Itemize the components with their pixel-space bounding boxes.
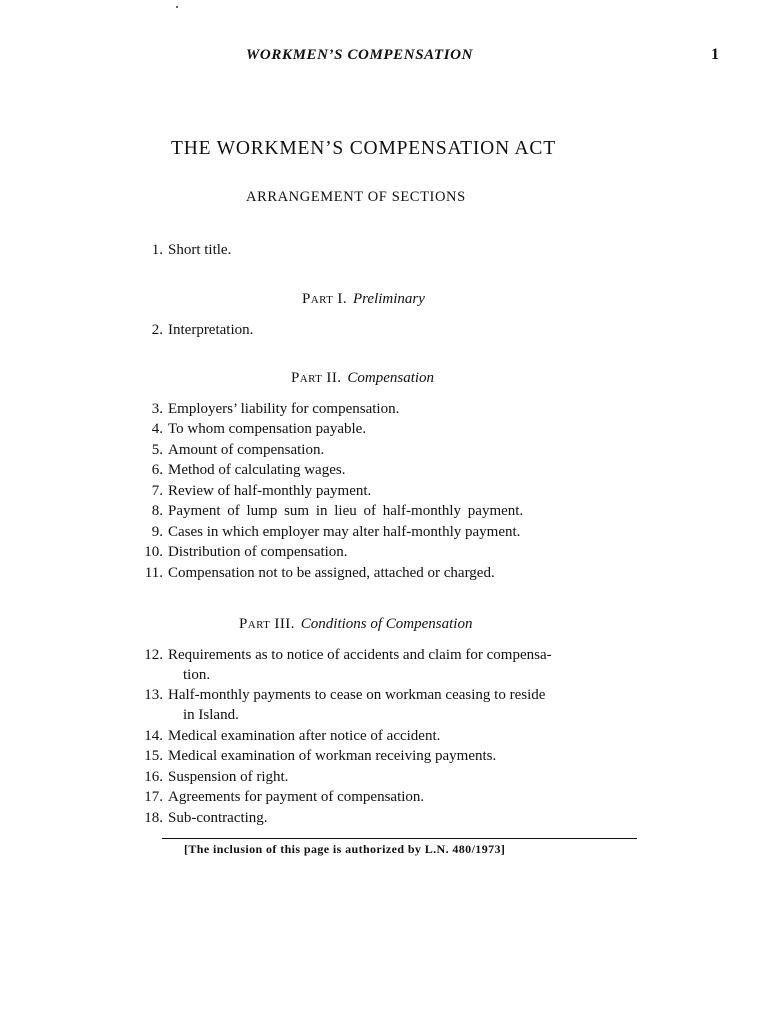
section-title: To whom compensation payable.: [168, 421, 367, 437]
section-entry: [151, 440, 325, 460]
section-number: 4.: [151, 421, 163, 437]
footer-rule: [162, 838, 637, 839]
section-number: 1.: [151, 242, 163, 258]
section-number: 9.: [151, 524, 163, 540]
part-heading: [302, 291, 425, 308]
section-entry: [151, 522, 521, 542]
part-title: Preliminary: [352, 291, 425, 307]
section-title: Cases in which employer may alter half-monthly payment.: [168, 524, 521, 540]
section-entry: [144, 746, 497, 766]
section-entry: [144, 685, 546, 725]
section-number: 10.: [144, 544, 163, 560]
section-title: Agreements for payment of compensation.: [168, 789, 425, 805]
section-title: Suspension of right.: [168, 769, 289, 785]
section-title-continuation: in Island.: [183, 707, 239, 723]
section-number: 13.: [144, 687, 163, 703]
section-entry: [144, 767, 289, 787]
section-entry: [144, 542, 348, 562]
section-entry: [151, 481, 372, 501]
running-header-title: WORKMEN’S COMPENSATION: [246, 47, 474, 63]
section-title: Method of calculating wages.: [168, 462, 346, 478]
section-number: 12.: [144, 647, 163, 663]
section-number: 16.: [144, 769, 163, 785]
section-number: 3.: [151, 401, 163, 417]
section-title-continuation: tion.: [183, 667, 211, 683]
section-number: 2.: [151, 322, 163, 338]
section-entry: [144, 563, 495, 583]
section-number: 8.: [151, 503, 163, 519]
act-title: THE WORKMEN’S COMPENSATION ACT: [171, 138, 556, 159]
section-entry: [151, 399, 400, 419]
section-number: 7.: [151, 483, 163, 499]
section-entry: [144, 787, 425, 807]
section-number: 17.: [144, 789, 163, 805]
section-entry: [144, 645, 552, 685]
arrangement-heading: ARRANGEMENT OF SECTIONS: [246, 189, 466, 205]
section-title: Distribution of compensation.: [168, 544, 348, 560]
part-heading: [239, 616, 472, 633]
part-label: Part II.: [291, 370, 342, 386]
section-title: Interpretation.: [168, 322, 254, 338]
section-entry: [151, 240, 232, 260]
section-entry: [151, 501, 524, 521]
section-entry: [151, 419, 367, 439]
section-title: Review of half-monthly payment.: [168, 483, 372, 499]
section-title: Amount of compensation.: [168, 442, 325, 458]
section-title: Sub-contracting.: [168, 810, 268, 826]
section-title: Medical examination of workman receiving payments.: [168, 748, 497, 764]
section-number: 15.: [144, 748, 163, 764]
section-number: 11.: [144, 565, 163, 581]
section-number: 18.: [144, 810, 163, 826]
section-number: 14.: [144, 728, 163, 744]
section-entry: [144, 726, 441, 746]
section-entry: [151, 460, 346, 480]
section-title: Payment of lump sum in lieu of half-monthly payment.: [168, 503, 524, 519]
part-title: Conditions of Compensation: [300, 616, 473, 632]
part-label: Part I.: [302, 291, 347, 307]
part-title: Compensation: [347, 370, 435, 386]
section-number: 5.: [151, 442, 163, 458]
part-label: Part III.: [239, 616, 295, 632]
scan-speck: [176, 6, 178, 8]
section-entry: [151, 320, 254, 340]
section-entry: [144, 808, 268, 828]
section-title: Compensation not to be assigned, attached or charged.: [168, 565, 495, 581]
section-title: Half-monthly payments to cease on workman ceasing to reside: [168, 687, 546, 703]
section-title: Medical examination after notice of accident.: [168, 728, 441, 744]
page-number: 1: [711, 46, 719, 63]
section-title: Short title.: [168, 242, 232, 258]
section-title: Employers’ liability for compensation.: [168, 401, 400, 417]
part-heading: [291, 370, 434, 387]
section-number: 6.: [151, 462, 163, 478]
authorization-note: [The inclusion of this page is authorized by L.N. 480/1973]: [184, 842, 506, 856]
section-title: Requirements as to notice of accidents and claim for compensa-: [168, 647, 552, 663]
